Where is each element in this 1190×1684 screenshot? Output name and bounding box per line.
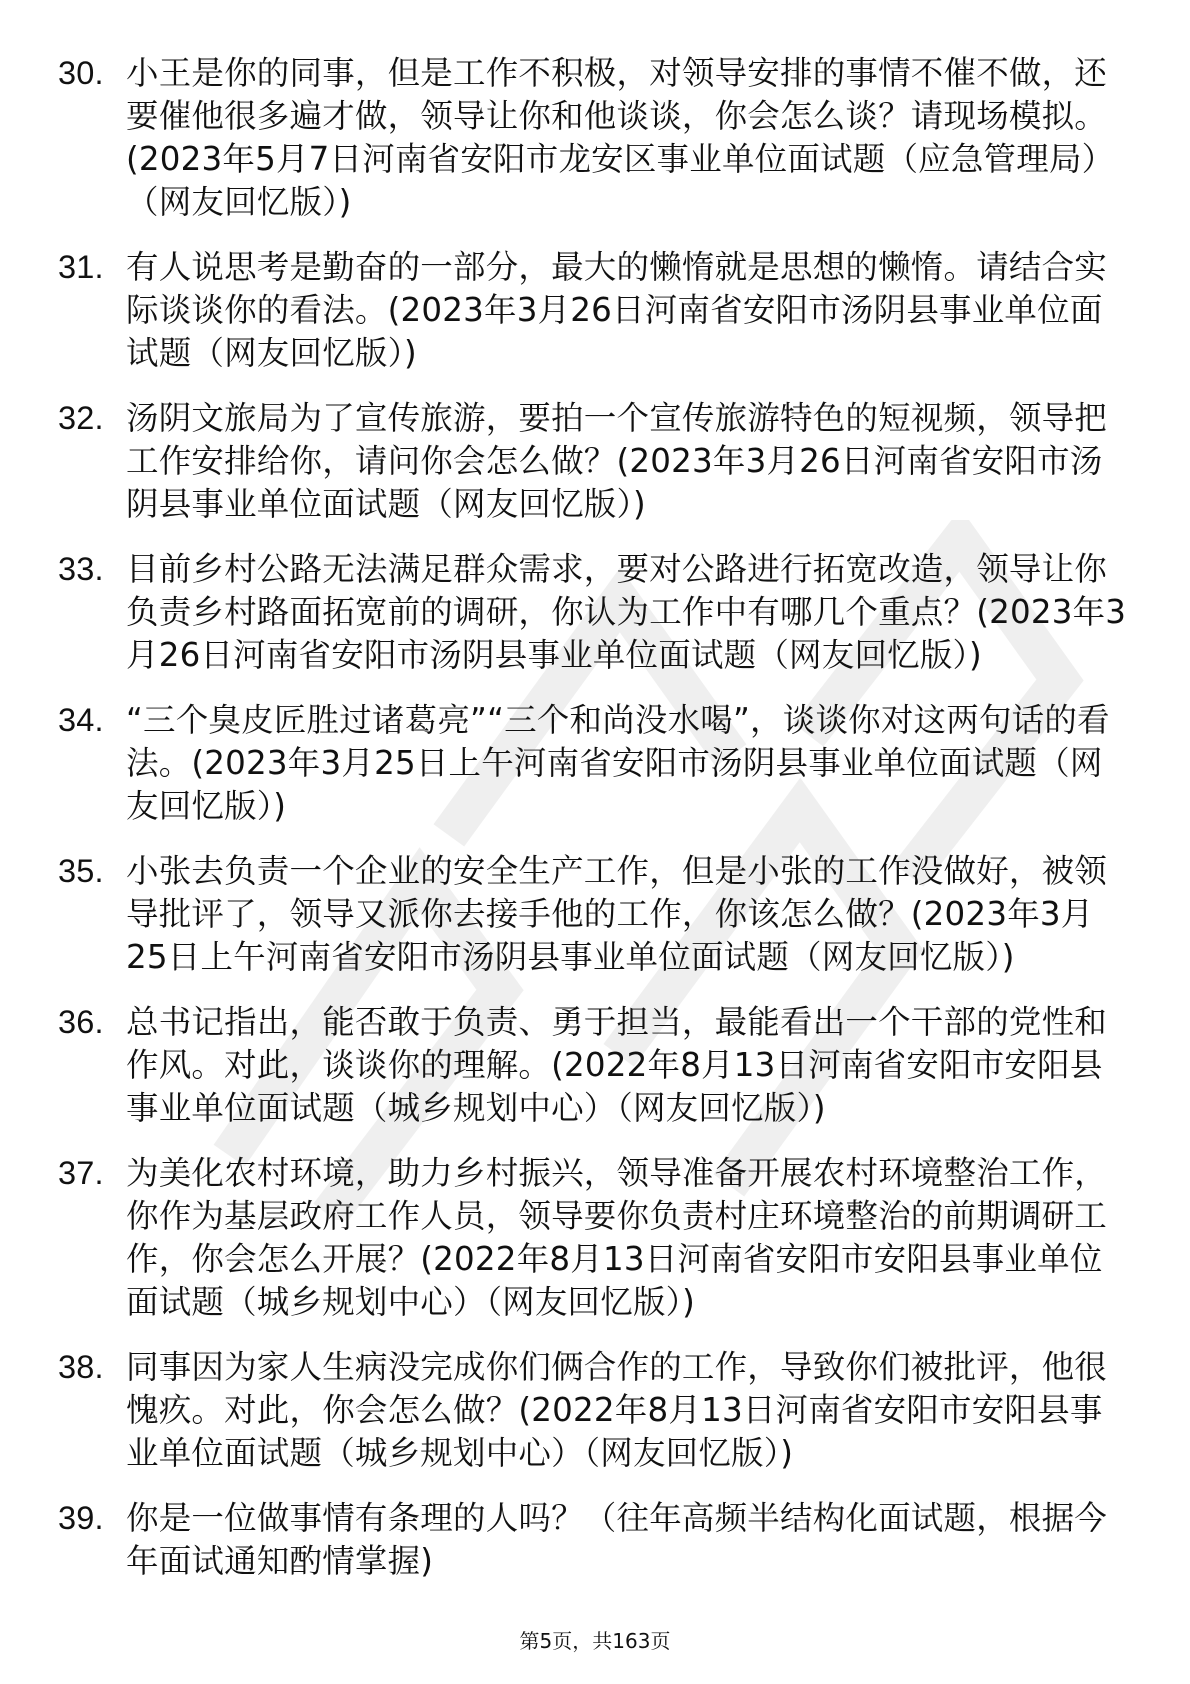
question-number: 35. [58,853,104,889]
question-number: 32. [58,400,104,436]
question-text: 有人说思考是勤奋的一部分，最大的懒惰就是思想的懒惰。请结合实际谈谈你的看法。(2023年3月26日河南省安阳市汤阴县事业单位面试题（网友回忆版）) [126,248,1108,372]
question-item [58,397,1128,526]
page-footer [0,1625,1190,1654]
question-number: 33. [58,551,104,587]
question-item [58,246,1128,375]
question-number: 30. [58,55,104,91]
question-item [58,850,1128,979]
question-number: 34. [58,702,104,738]
question-text: 总书记指出，能否敢于负责、勇于担当，最能看出一个干部的党性和作风。对此，谈谈你的理解。(2022年8月13日河南省安阳市安阳县事业单位面试题（城乡规划中心）（网友回忆版）) [126,1003,1108,1127]
question-item [58,52,1128,224]
question-item [58,1152,1128,1324]
question-number: 36. [58,1004,104,1040]
question-text: 为美化农村环境，助力乡村振兴，领导准备开展农村环境整治工作，你作为基层政府工作人员，领导要你负责村庄环境整治的前期调研工作，你会怎么开展？(2022年8月13日河南省安阳市安阳县事业单位面试题（城乡规划中心）（网友回忆版）) [126,1154,1108,1321]
question-number: 39. [58,1500,104,1536]
question-text: 小王是你的同事，但是工作不积极，对领导安排的事情不催不做，还要催他很多遍才做，领导让你和他谈谈，你会怎么谈？请现场模拟。(2023年5月7日河南省安阳市龙安区事业单位面试题（应急管理局）（网友回忆版）) [126,54,1115,221]
question-text: 目前乡村公路无法满足群众需求，要对公路进行拓宽改造，领导让你负责乡村路面拓宽前的调研，你认为工作中有哪几个重点？(2023年3月26日河南省安阳市汤阴县事业单位面试题（网友回忆版）) [126,550,1127,674]
question-number: 37. [58,1155,104,1191]
question-list [58,52,1128,1605]
question-item [58,699,1128,828]
page-number-label: 第5页，共163页 [519,1629,671,1653]
question-text: 汤阴文旅局为了宣传旅游，要拍一个宣传旅游特色的短视频，领导把工作安排给你，请问你会怎么做？(2023年3月26日河南省安阳市汤阴县事业单位面试题（网友回忆版）) [126,399,1108,523]
question-text: 你是一位做事情有条理的人吗？（往年高频半结构化面试题，根据今年面试通知酌情掌握) [126,1499,1108,1580]
question-text: 小张去负责一个企业的安全生产工作，但是小张的工作没做好，被领导批评了，领导又派你去接手他的工作，你该怎么做？(2023年3月25日上午河南省安阳市汤阴县事业单位面试题（网友回忆版）) [126,852,1108,976]
question-item [58,548,1128,677]
question-text: “三个臭皮匠胜过诸葛亮”“三个和尚没水喝”，谈谈你对这两句话的看法。(2023年3月25日上午河南省安阳市汤阴县事业单位面试题（网友回忆版）) [126,701,1110,825]
question-item [58,1497,1128,1583]
question-number: 31. [58,249,104,285]
question-item [58,1346,1128,1475]
question-item [58,1001,1128,1130]
question-number: 38. [58,1349,104,1385]
question-text: 同事因为家人生病没完成你们俩合作的工作，导致你们被批评，他很愧疚。对此，你会怎么做？(2022年8月13日河南省安阳市安阳县事业单位面试题（城乡规划中心）（网友回忆版）) [126,1348,1108,1472]
